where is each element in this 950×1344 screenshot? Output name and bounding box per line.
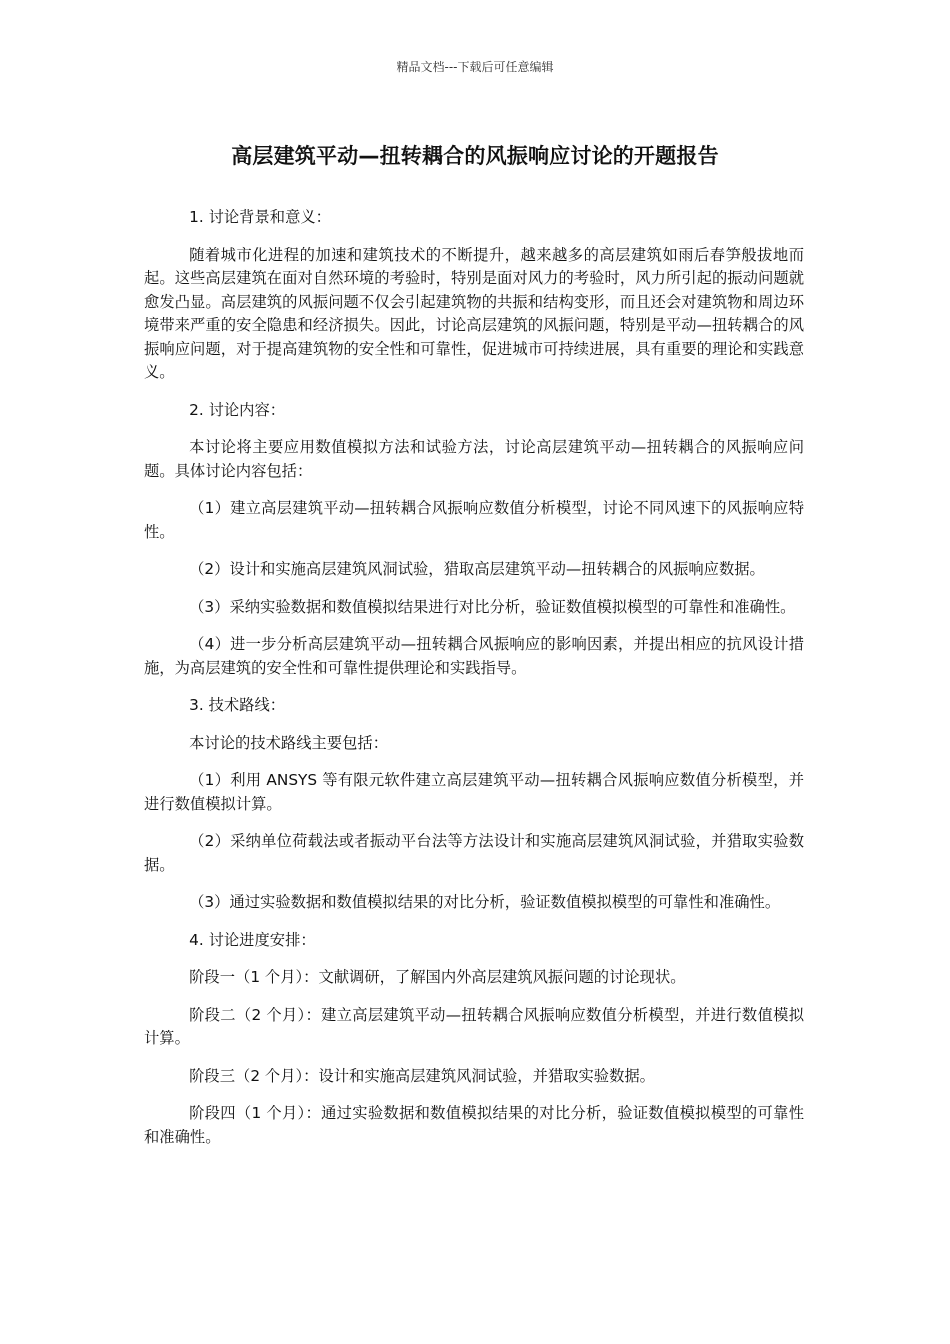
paragraph-route-intro: 本讨论的技术路线主要包括： — [189, 733, 388, 752]
section-heading-content: 2. 讨论内容： — [189, 400, 286, 419]
section-heading-schedule: 4. 讨论进度安排： — [189, 930, 316, 949]
schedule-stage-4: 阶段四（1 个月）：通过实验数据和数值模拟结果的对比分析，验证数值模拟模型的可靠性和准确性。 — [144, 1104, 804, 1146]
content-item-3: （3）采纳实验数据和数值模拟结果进行对比分析，验证数值模拟模型的可靠性和准确性。 — [189, 597, 796, 616]
header-note: 精品文档---下载后可任意编辑 — [396, 60, 554, 74]
route-item-3: （3）通过实验数据和数值模拟结果的对比分析，验证数值模拟模型的可靠性和准确性。 — [189, 893, 781, 911]
content-item-4: （4）进一步分析高层建筑平动—扭转耦合风振响应的影响因素，并提出相应的抗风设计措施，为高层建筑的安全性和可靠性提供理论和实践指导。 — [144, 635, 804, 677]
content-item-2: （2）设计和实施高层建筑风洞试验，猎取高层建筑平动—扭转耦合的风振响应数据。 — [189, 560, 765, 578]
paragraph-background: 随着城市化进程的加速和建筑技术的不断提升，越来越多的高层建筑如雨后春笋般拔地而起。这些高层建筑在面对自然环境的考验时，特别是面对风力的考验时，风力所引起的振动问题就愈发凸显。高层建筑的风振问题不仅会引起建筑物的共振和结构变形，而且还会对建筑物和周边环境带来严重的安全隐患和经济损失。因此，讨论高层建筑的风振问题，特别是平动—扭转耦合的风振响应问题，对于提高建筑物的安全性和可靠性，促进城市可持续进展，具有重要的理论和实践意义。 — [144, 245, 804, 381]
schedule-stage-2: 阶段二（2 个月）：建立高层建筑平动—扭转耦合风振响应数值分析模型，并进行数值模拟计算。 — [144, 1005, 804, 1047]
paragraph-content-intro: 本讨论将主要应用数值模拟方法和试验方法，讨论高层建筑平动—扭转耦合的风振响应问题。具体讨论内容包括： — [144, 438, 804, 480]
schedule-stage-1: 阶段一（1 个月）：文献调研，了解国内外高层建筑风振问题的讨论现状。 — [189, 968, 686, 986]
section-heading-technical-route: 3. 技术路线： — [189, 696, 286, 714]
route-item-2: （2）采纳单位荷载法或者振动平台法等方法设计和实施高层建筑风洞试验，并猎取实验数据。 — [144, 832, 804, 874]
content-item-1: （1）建立高层建筑平动—扭转耦合风振响应数值分析模型，讨论不同风速下的风振响应特性。 — [144, 499, 804, 541]
route-item-1: （1）利用 ANSYS 等有限元软件建立高层建筑平动—扭转耦合风振响应数值分析模型，并进行数值模拟计算。 — [144, 771, 804, 813]
document-body — [144, 206, 804, 1163]
schedule-stage-3: 阶段三（2 个月）：设计和实施高层建筑风洞试验，并猎取实验数据。 — [189, 1066, 655, 1085]
section-heading-background: 1. 讨论背景和意义： — [189, 208, 331, 226]
document-title: 高层建筑平动—扭转耦合的风振响应讨论的开题报告 — [231, 144, 719, 168]
